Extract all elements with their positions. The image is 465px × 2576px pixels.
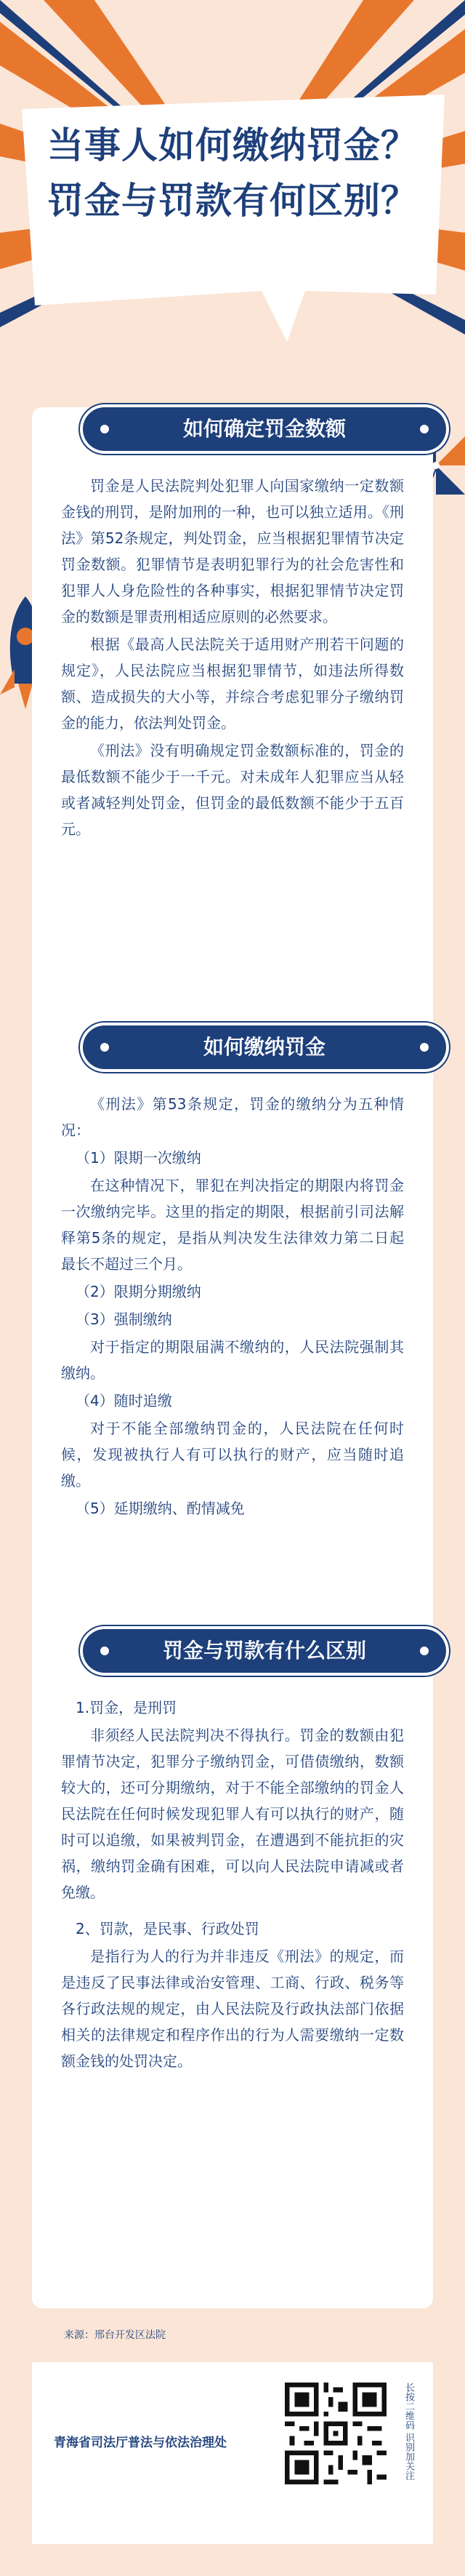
list-item: （3）强制缴纳 — [76, 1311, 172, 1328]
section-body-difference — [61, 1695, 404, 2076]
page-title-line-2: 罚金与罚款有何区别？ — [47, 180, 418, 222]
list-item: （2）限期分期缴纳 — [76, 1283, 201, 1300]
list-item: （5）延期缴纳、酌情减免 — [76, 1500, 245, 1517]
paragraph: 罚金是人民法院判处犯罪人向国家缴纳一定数额金钱的刑罚，是附加刑的一种，也可以独立适用。《刑法》第52条规定，判处罚金，应当根据犯罪情节决定罚金数额。犯罪情节是表明犯罪行为的社会危害性和犯罪人人身危险性的各种事实，根据犯罪情节决定罚金的数额是罪责刑相适应原则的必然要求。 — [61, 477, 404, 625]
organization-name: 青海省司法厅普法与依法治理处 — [54, 2436, 227, 2450]
dot-icon — [420, 1647, 429, 1655]
list-item: （4）随时追缴 — [76, 1392, 172, 1409]
paragraph: 对于指定的期限届满不缴纳的，人民法院强制其缴纳。 — [61, 1338, 404, 1382]
subheading: 1.罚金，是刑罚 — [76, 1699, 177, 1716]
source-credit: 来源：邢台开发区法院 — [64, 2329, 166, 2341]
footer — [32, 2362, 433, 2544]
section-heading-penalty-amount: 如何确定罚金数额 — [83, 407, 446, 451]
qr-instruction: 长按二维码 识别加关注 — [403, 2383, 414, 2481]
section-body-how-to-pay — [61, 1091, 404, 1523]
content-card — [32, 407, 433, 2308]
paragraph: 根据《最高人民法院关于适用财产刑若干问题的规定》，人民法院应当根据犯罪情节，如违法所得数额、造成损失的大小等，并综合考虑犯罪分子缴纳罚金的能力，依法判处罚金。 — [61, 636, 404, 732]
subheading: 2、罚款，是民事、行政处罚 — [76, 1920, 259, 1937]
paragraph: 《刑法》第53条规定，罚金的缴纳分为五种情况： — [61, 1095, 404, 1139]
paragraph: 非须经人民法院判决不得执行。罚金的数额由犯罪情节决定，犯罪分子缴纳罚金，可借债缴纳，数额较大的，还可分期缴纳，对于不能全部缴纳的罚金人民法院在任何时候发现犯罪人有可以执行的财产，随时可以追缴，如果被判罚金，在遭遇到不能抗拒的灾祸，缴纳罚金确有困难，可以向人民法院申请减或者免缴。 — [61, 1727, 404, 1901]
section-heading-difference: 罚金与罚款有什么区别 — [83, 1629, 446, 1673]
section-heading-how-to-pay: 如何缴纳罚金 — [83, 1025, 446, 1069]
list-item: （1）限期一次缴纳 — [76, 1149, 201, 1167]
qr-code-icon[interactable] — [285, 2383, 387, 2484]
dot-icon — [420, 425, 429, 433]
page-title-line-1: 当事人如何缴纳罚金？ — [47, 124, 418, 167]
section-body-penalty-amount — [61, 473, 404, 844]
paragraph: 是指行为人的行为并非违反《刑法》的规定，而是违反了民事法律或治安管理、工商、行政、税务等各行政法规的规定，由人民法院及行政执法部门依据相关的法律规定和程序作出的行为人需要缴纳一定数额金钱的处罚决定。 — [61, 1948, 404, 2070]
paragraph: 《刑法》没有明确规定罚金数额标准的，罚金的最低数额不能少于一千元。对未成年人犯罪应当从轻或者减轻判处罚金，但罚金的最低数额不能少于五百元。 — [61, 742, 404, 838]
paragraph: 对于不能全部缴纳罚金的，人民法院在任何时候，发现被执行人有可以执行的财产，应当随时追缴。 — [61, 1420, 404, 1489]
paragraph: 在这种情况下，罪犯在判决指定的期限内将罚金一次缴纳完毕。这里的指定的期限，根据前引司法解释第5条的规定，是指从判决发生法律效力第二日起最长不超过三个月。 — [61, 1177, 404, 1273]
dot-icon — [420, 1043, 429, 1052]
title-banner — [0, 0, 465, 378]
